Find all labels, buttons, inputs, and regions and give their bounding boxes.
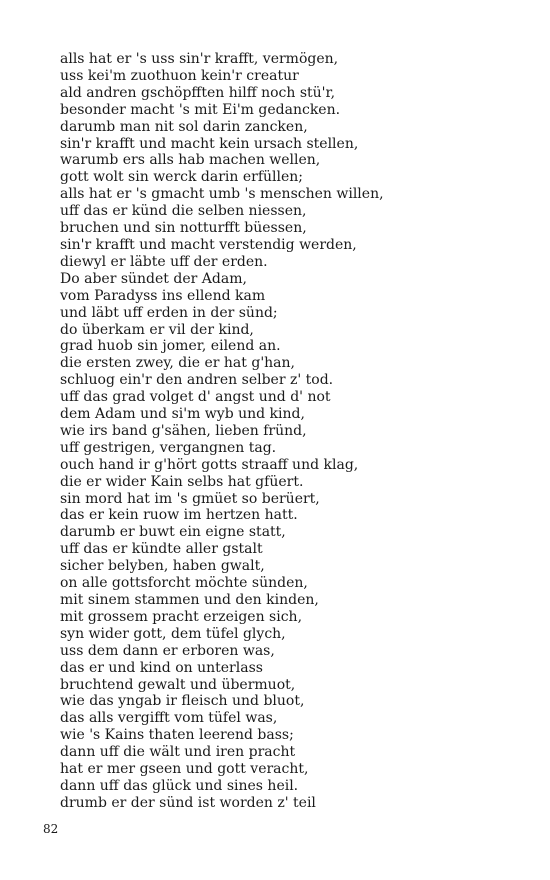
verse-line: Do aber sündet der Adam,	[60, 270, 247, 287]
verse-line: gott wolt sin werck darin erfüllen;	[60, 169, 304, 186]
verse-line: warumb ers alls hab machen wellen,	[60, 152, 321, 169]
verse-line: und läbt uff erden in der sünd;	[60, 304, 278, 321]
verse-line: uff das er kündte aller gstalt	[60, 541, 263, 558]
verse-line: die ersten zwey, die er hat g'han,	[60, 355, 295, 372]
verse-line: das alls vergifft vom tüfel was,	[60, 710, 278, 727]
verse-line: vom Paradyss ins ellend kam	[60, 287, 266, 304]
verse-line: sicher belyben, haben gwalt,	[60, 558, 265, 575]
verse-line: besonder macht 's mit Ei'm gedancken.	[60, 101, 341, 118]
verse-line: alls hat er 's gmacht umb 's menschen willen,	[60, 186, 384, 203]
verse-line: drumb er der sünd ist worden z' teil	[60, 794, 316, 811]
verse-line: darumb er buwt ein eigne statt,	[60, 524, 286, 541]
verse-line: sin mord hat im 's gmüet so berüert,	[60, 490, 320, 507]
verse-line: wie irs band g'sähen, lieben fründ,	[60, 422, 307, 439]
verse-line: alls hat er 's uss sin'r krafft, vermögen,	[60, 51, 339, 67]
verse-line: syn wider gott, dem tüfel glych,	[60, 625, 286, 642]
verse-text	[60, 51, 520, 812]
verse-line: sin'r krafft und macht verstendig werden,	[60, 236, 357, 253]
verse-line: uss dem dann er erboren was,	[60, 642, 275, 659]
verse-line: die er wider Kain selbs hat gfüert.	[60, 473, 304, 490]
verse-line: das er und kind on unterlass	[60, 659, 263, 676]
verse-line: hat er mer gseen und gott veracht,	[60, 761, 309, 778]
verse-line: uff das er künd die selben niessen,	[60, 203, 307, 220]
verse-line: on alle gottsforcht möchte sünden,	[60, 575, 308, 592]
verse-line: bruchen und sin notturfft büessen,	[60, 220, 307, 237]
verse-line: uss kei'm zuothuon kein'r creatur	[60, 67, 299, 84]
verse-line: diewyl er läbte uff der erden.	[60, 253, 268, 270]
page-number: 82	[43, 822, 59, 836]
verse-line: mit grossem pracht erzeigen sich,	[60, 608, 303, 625]
verse-line: do überkam er vil der kind,	[60, 321, 254, 338]
verse-line: ald andren gschöpfften hilff noch stü'r,	[60, 84, 336, 101]
verse-line: das er kein ruow im hertzen hatt.	[60, 507, 298, 524]
verse-line: dann uff das glück und sines heil.	[60, 777, 299, 794]
verse-line: dann uff die wält und iren pracht	[60, 744, 296, 761]
verse-line: uff gestrigen, vergangnen tag.	[60, 439, 277, 456]
verse-line: bruchtend gewalt und übermuot,	[60, 676, 296, 693]
verse-line: schluog ein'r den andren selber z' tod.	[60, 372, 334, 389]
verse-line: mit sinem stammen und den kinden,	[60, 592, 319, 608]
verse-line: wie 's Kains thaten leerend bass;	[60, 727, 294, 744]
verse-line: dem Adam und si'm wyb und kind,	[60, 406, 305, 423]
verse-line: uff das grad volget d' angst und d' not	[60, 389, 331, 406]
verse-line: wie das yngab ir fleisch und bluot,	[60, 693, 305, 710]
verse-line: sin'r krafft und macht kein ursach stellen,	[60, 135, 359, 152]
verse-line: grad huob sin jomer, eilend an.	[60, 338, 281, 355]
verse-line: darumb man nit sol darin zancken,	[60, 118, 308, 135]
verse-line: ouch hand ir g'hört gotts straaff und klag,	[60, 456, 359, 473]
